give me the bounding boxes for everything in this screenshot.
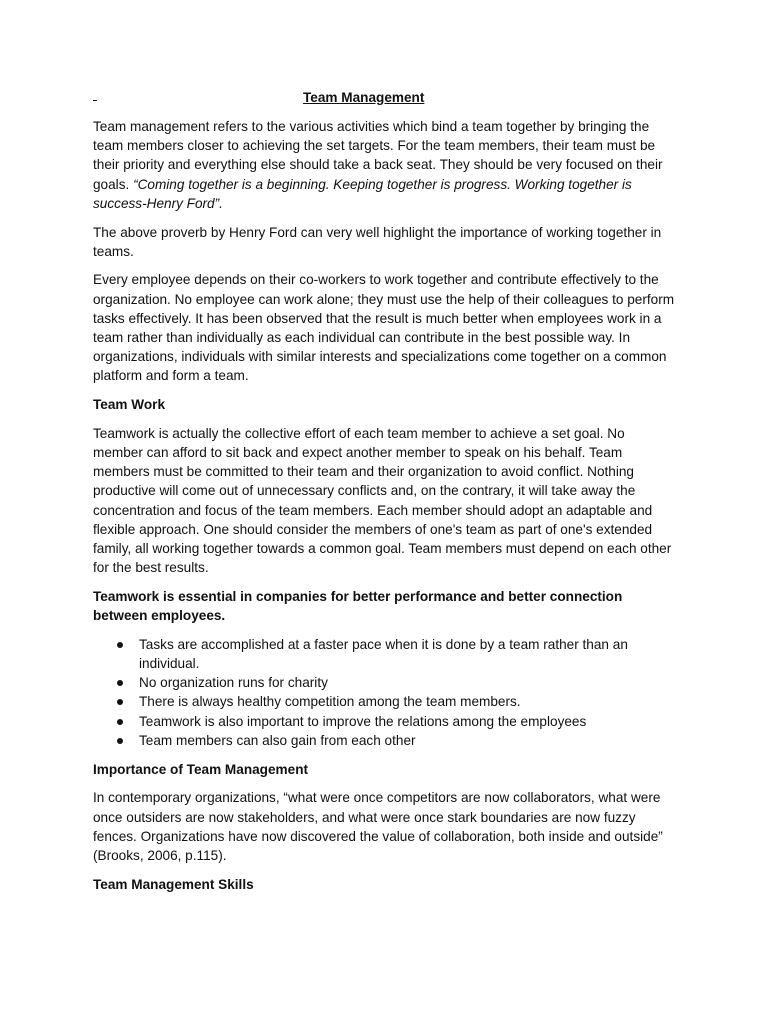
list-item-text: No organization runs for charity bbox=[139, 675, 328, 691]
proverb-paragraph: The above proverb by Henry Ford can very well highlight the importance of working together in teams. bbox=[93, 224, 662, 259]
document-title: Team Management bbox=[303, 90, 425, 105]
bullet-icon bbox=[117, 719, 123, 725]
list-item bbox=[139, 673, 678, 692]
essential-heading: Teamwork is essential in companies for better performance and better connection between employees. bbox=[93, 588, 623, 624]
list-item-text: Teamwork is also important to improve the relations among the employees bbox=[139, 713, 587, 729]
list-item-text: Tasks are accomplished at a faster pace when it is done by a team rather than an individual. bbox=[139, 636, 628, 672]
skills-heading: Team Management Skills bbox=[93, 876, 254, 892]
employees-paragraph: Every employee depends on their co-workers to work together and contribute effectively to the organization. No employee can work alone; they must use the help of their colleagues to perform tasks effectively. It has been observed that the result is much better when employees work in a team rather than individually as each individual can contribute in the best possible way. In organizations, individuals with similar interests and specializations come together on a common platform and form a team. bbox=[93, 272, 675, 384]
henry-ford-quote: “Coming together is a beginning. Keeping together is progress. Working together is success-Henry Ford”. bbox=[93, 176, 632, 211]
intro-paragraph bbox=[93, 117, 678, 213]
team-work-paragraph: Teamwork is actually the collective effort of each team member to achieve a set goal. No member can afford to sit back and expect another member to speak on his behalf. Team members must be committed to their team and their organization to avoid conflict. Nothing productive will come out of unnecessary conflicts and, on the contrary, it will take away the concentration and focus of the team members. Each member should adopt an adaptable and flexible approach. One should consider the members of one's team as part of one's extended family, all working together towards a common goal. Team members must depend on each other for the best results. bbox=[93, 425, 672, 576]
bullet-icon bbox=[117, 680, 123, 686]
list-item-text: Team members can also gain from each other bbox=[139, 732, 416, 748]
list-item bbox=[139, 692, 678, 711]
document-body bbox=[93, 88, 678, 903]
importance-heading: Importance of Team Management bbox=[93, 761, 309, 777]
bullet-icon bbox=[117, 738, 123, 744]
list-item bbox=[139, 635, 678, 673]
benefits-list bbox=[93, 635, 678, 750]
intro-text: Team management refers to the various activities which bind a team together by bringing the team members closer to achieving the set targets. For the team members, their team must be their priority and everything else should take a back seat. They should be very focused on their goals. bbox=[93, 119, 663, 192]
importance-paragraph: In contemporary organizations, “what were once competitors are now collaborators, what were once outsiders are now stakeholders, and what were once stark boundaries are now fuzzy fences. Organizations have now discovered the value of collaboration, both inside and outside” (Brooks, 2006, p.115). bbox=[93, 790, 663, 863]
team-work-heading: Team Work bbox=[93, 397, 166, 413]
title-row bbox=[93, 88, 678, 108]
list-item bbox=[139, 712, 678, 731]
bullet-icon bbox=[117, 699, 123, 705]
list-item-text: There is always healthy competition among the team members. bbox=[139, 694, 521, 710]
bullet-icon bbox=[117, 642, 123, 648]
list-item bbox=[139, 731, 678, 750]
title-marker bbox=[93, 100, 97, 101]
